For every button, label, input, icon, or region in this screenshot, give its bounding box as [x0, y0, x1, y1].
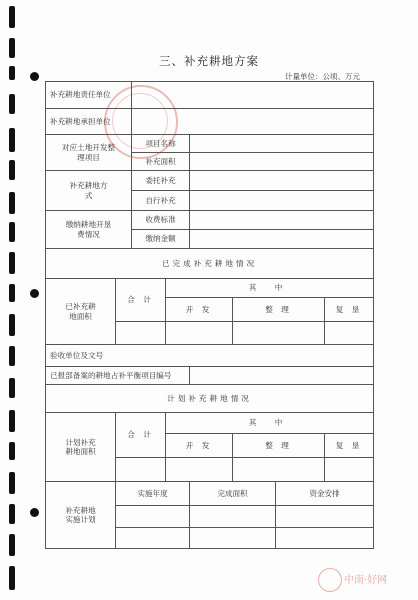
value-implementation-year-2[interactable] [116, 528, 190, 549]
binding-edge-mark [9, 410, 15, 432]
binding-edge-mark [9, 378, 15, 398]
value-implementation-year[interactable] [116, 506, 190, 528]
label-planned-develop: 开 发 [166, 434, 233, 458]
heading-completed: 已完成补充耕地情况 [46, 249, 374, 279]
label-fee-amount: 缴纳金额 [132, 230, 190, 249]
label-fee-standard: 收费标准 [132, 211, 190, 230]
label-completed-area: 已补充耕地面积 [46, 279, 116, 345]
binding-edge-mark [9, 94, 15, 114]
binding-edge-mark [9, 252, 15, 274]
label-completed-consolidate: 整 理 [233, 298, 325, 322]
label-acceptance: 验收单位及文号 [46, 345, 374, 367]
label-undertaking-unit: 补充耕地承担单位 [46, 109, 132, 135]
label-self: 自行补充 [132, 191, 190, 211]
value-completed-total[interactable] [116, 322, 166, 345]
binding-edge-mark [9, 504, 15, 524]
value-planned-consolidate[interactable] [233, 458, 325, 482]
value-planned-total[interactable] [116, 458, 166, 482]
value-record-number[interactable] [190, 367, 374, 385]
label-project: 对应土地开发整理项目 [46, 135, 132, 171]
label-project-name: 项目名称 [132, 135, 190, 153]
binding-edge-mark [9, 128, 15, 152]
label-completed-reclaim: 复 垦 [325, 298, 374, 322]
label-supplement-method: 补充耕地方式 [46, 171, 132, 211]
label-planned-reclaim: 复 垦 [325, 434, 374, 458]
punch-hole [30, 72, 39, 81]
value-implementation-area-2[interactable] [190, 528, 276, 549]
binding-edge-mark [9, 160, 15, 180]
value-fee-standard[interactable] [190, 211, 374, 230]
binding-edge-mark [9, 442, 15, 460]
supplementary-farmland-form [45, 81, 374, 549]
punch-hole [30, 508, 39, 517]
label-record-number: 已报部备案的耕地占补平衡项目编号 [46, 367, 190, 385]
label-supplement-area: 补充面积 [132, 153, 190, 171]
value-implementation-area[interactable] [190, 506, 276, 528]
binding-edge-mark [9, 314, 15, 336]
binding-edge-mark [9, 346, 15, 366]
value-self[interactable] [190, 191, 374, 211]
page-title: 三、补充耕地方案 [159, 54, 259, 68]
binding-edge-mark [9, 6, 15, 28]
label-planned-among: 其 中 [166, 413, 374, 434]
binding-edge-mark [9, 566, 15, 590]
value-completed-develop[interactable] [166, 322, 233, 345]
heading-planned: 计划补充耕地情况 [46, 385, 374, 413]
value-completed-consolidate[interactable] [233, 322, 325, 345]
label-implementation-funds: 资金安排 [276, 482, 374, 506]
label-completed-total: 合 计 [116, 279, 166, 322]
label-planned-total: 合 计 [116, 413, 166, 458]
binding-edge-mark [9, 222, 15, 242]
label-completed-develop: 开 发 [166, 298, 233, 322]
value-project-name[interactable] [190, 135, 374, 153]
value-implementation-funds-2[interactable] [276, 528, 374, 549]
value-completed-reclaim[interactable] [325, 322, 374, 345]
label-responsible-unit: 补充耕地责任单位 [46, 82, 132, 109]
value-planned-develop[interactable] [166, 458, 233, 482]
label-planned-consolidate: 整 理 [233, 434, 325, 458]
value-entrusted[interactable] [190, 171, 374, 191]
label-entrusted: 委托补充 [132, 171, 190, 191]
value-implementation-funds[interactable] [276, 506, 374, 528]
label-reclamation-fee: 缴纳耕地开垦费情况 [46, 211, 132, 249]
label-implementation-year: 实施年度 [116, 482, 190, 506]
binding-edge-mark [9, 192, 15, 214]
label-planned-area: 计划补充耕地面积 [46, 413, 116, 482]
binding-edge-mark [9, 284, 15, 302]
binding-edge-mark [9, 534, 15, 556]
label-implementation-plan: 补充耕地实施计划 [46, 482, 116, 549]
value-fee-amount[interactable] [190, 230, 374, 249]
label-completed-among: 其 中 [166, 279, 374, 298]
binding-edge-mark [9, 472, 15, 494]
label-implementation-area: 完成面积 [190, 482, 276, 506]
red-seal-stamp-inner-ring [112, 93, 168, 149]
value-planned-reclaim[interactable] [325, 458, 374, 482]
punch-hole [30, 289, 39, 298]
watermark-logo-icon [318, 568, 342, 592]
unit-note: 计量单位：公顷、万元 [285, 72, 360, 81]
value-supplement-area[interactable] [190, 153, 374, 171]
watermark-text: 中南·好网 [344, 575, 388, 586]
